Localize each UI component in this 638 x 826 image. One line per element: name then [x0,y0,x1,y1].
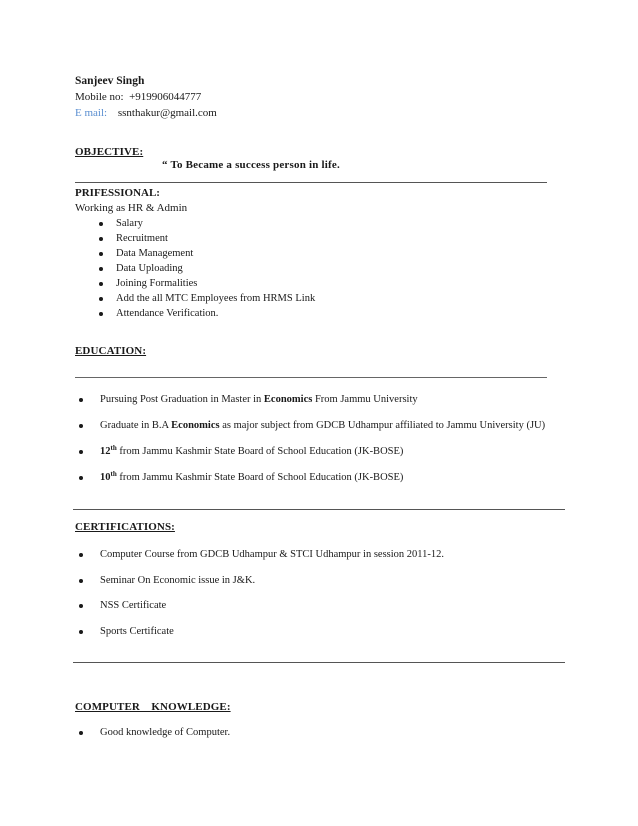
bullet-icon [79,604,83,608]
bullet-icon [99,267,103,271]
text-segment: from Jammu Kashmir State Board of School Education (JK-BOSE) [116,472,404,483]
list-item [77,471,545,497]
bullet-icon [79,731,83,735]
education-heading: EDUCATION: [75,345,147,357]
list-item [77,574,444,600]
certifications-list [77,548,444,650]
list-item [77,625,444,651]
list-item-text: Seminar On Economic issue in J&K. [100,574,256,586]
text-segment: as major subject from GDCB Udhampur affiliated to Jammu University (JU) [219,420,546,431]
list-item [99,246,315,261]
bold-text: Economics [171,420,220,431]
computer-knowledge-list [77,726,230,746]
objective-text: “ To Became a success person in life. [162,159,340,171]
list-item-text: Data Management [116,248,194,259]
list-item [99,216,315,231]
list-item-text: Sports Certificate [100,625,174,637]
bullet-icon [99,222,103,226]
text-segment: From Jammu University [312,394,418,405]
bullet-icon [79,553,83,557]
list-item [77,419,545,445]
list-item-text: NSS Certificate [100,600,167,611]
certifications-heading: CERTIFICATIONS: [75,521,175,533]
list-item-text: Good knowledge of Computer. [100,727,231,738]
ordinal-suffix: th [110,470,117,478]
bullet-icon [79,476,83,480]
list-item [77,726,230,746]
list-item-text: Add the all MTC Employees from HRMS Link [116,293,316,304]
divider [75,182,547,183]
professional-subtitle: Working as HR & Admin [75,202,188,214]
list-item [99,261,315,276]
divider [73,509,565,510]
list-item-text: Computer Course from GDCB Udhampur & STCI Udhampur in session 2011-12. [100,549,445,560]
bullet-icon [99,312,103,316]
list-item [77,393,545,419]
list-item [77,599,444,625]
list-item [99,306,315,321]
grade-number: 10 [100,472,111,483]
bullet-icon [79,579,83,583]
bullet-icon [79,450,83,454]
email-line [75,107,217,119]
mobile-line [75,91,201,103]
bullet-icon [99,282,103,286]
computer-knowledge-heading: COMPUTER KNOWLEDGE: [75,701,231,713]
education-list [77,393,545,497]
bullet-icon [79,424,83,428]
professional-list [99,216,315,321]
list-item-text: Recruitment [116,233,168,244]
list-item [77,445,545,471]
bullet-icon [99,297,103,301]
grade-number: 12 [100,446,111,457]
list-item-text: Attendance Verification. [116,308,219,319]
divider [73,662,565,663]
list-item-text: Joining Formalities [116,278,198,289]
email-label: E mail: [75,107,108,119]
list-item [99,276,315,291]
bullet-icon [79,630,83,634]
mobile-label: Mobile no: [75,91,124,103]
mobile-value: +919906044777 [129,91,202,103]
candidate-name: Sanjeev Singh [75,75,145,87]
list-item [77,548,444,574]
ordinal-suffix: th [110,444,117,452]
bullet-icon [99,237,103,241]
bold-text: Economics [263,394,313,405]
divider [75,377,547,378]
text-segment: from Jammu Kashmir State Board of School Education (JK-BOSE) [116,446,404,457]
professional-heading: PRIFESSIONAL: [75,187,160,199]
list-item-text: Salary [116,218,143,229]
list-item [99,231,315,246]
bullet-icon [99,252,103,256]
bullet-icon [79,398,83,402]
email-value[interactable]: ssnthakur@gmail.com [117,107,217,119]
list-item-text: Data Uploading [116,263,183,274]
objective-heading: OBJECTIVE: [75,146,144,158]
list-item [99,291,315,306]
text-segment: Graduate in B.A [100,420,172,431]
text-segment: Pursuing Post Graduation in Master in [100,394,264,405]
